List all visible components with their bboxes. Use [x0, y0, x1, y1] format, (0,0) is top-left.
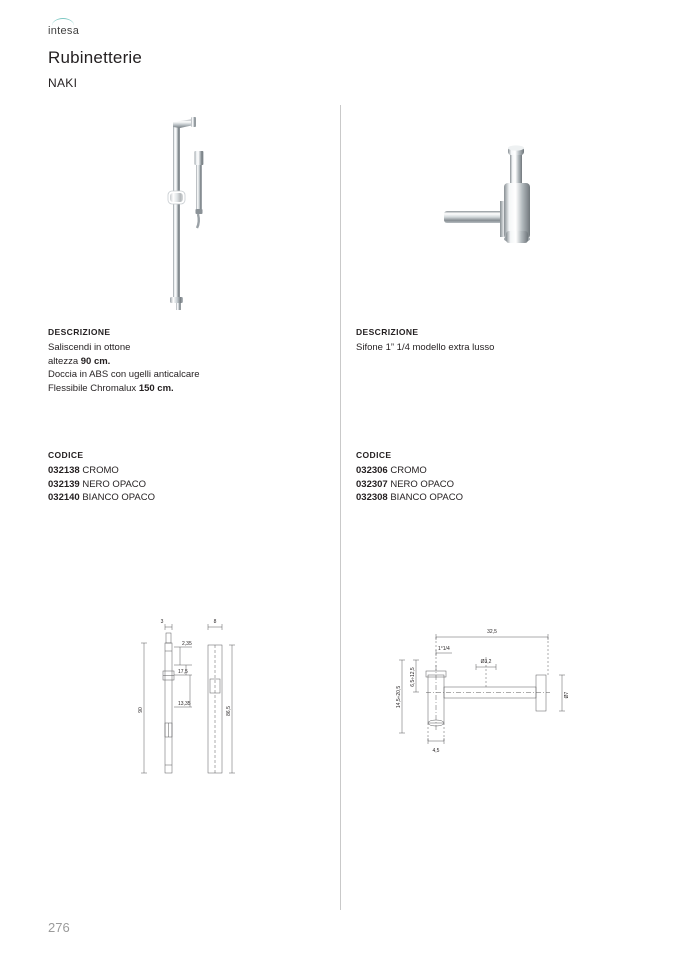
dim-label: 2,35: [182, 641, 192, 647]
dim-label: 17,5: [178, 669, 188, 675]
code-row: 032307 NERO OPACO: [356, 478, 455, 490]
saliscendi-code-block: [48, 450, 155, 505]
code-row: 032138 CROMO: [48, 465, 119, 476]
saliscendi-technical-drawing: [120, 615, 300, 795]
description-line: Sifone 1” 1/4 modello extra lusso: [356, 342, 495, 353]
page-number: 276: [48, 920, 70, 935]
dim-label: 1°1/4: [438, 646, 450, 652]
description-line: Saliscendi in ottone: [48, 342, 131, 353]
code-row: 032140 BIANCO OPACO: [48, 492, 156, 503]
code-row: 032139 NERO OPACO: [48, 478, 147, 490]
description-line: Flessibile Chromalux 150 cm.: [48, 382, 174, 394]
dim-label: 13,35: [178, 701, 191, 707]
sifone-code-block: [356, 450, 463, 505]
dim-label: 90: [138, 707, 144, 713]
saliscendi-description-block: [48, 327, 200, 395]
description-label: DESCRIZIONE: [48, 327, 111, 337]
product-column-sifone: [356, 105, 636, 503]
description-line: altezza 90 cm.: [48, 355, 111, 367]
saliscendi-photo: [48, 105, 328, 320]
dim-label: 86,5: [226, 706, 232, 716]
code-label: CODICE: [356, 450, 392, 460]
dim-label: 3: [160, 619, 164, 625]
dim-label: Ø3,2: [480, 659, 492, 665]
code-row: 032308 BIANCO OPACO: [356, 492, 464, 503]
dim-label: 6,5÷12,5: [410, 667, 416, 687]
dim-label: Ø7: [564, 691, 570, 699]
description-line: Doccia in ABS con ugelli anticalcare: [48, 369, 200, 380]
page-title: Rubinetterie: [48, 48, 143, 67]
page-subtitle: NAKI: [48, 76, 78, 90]
brand-logo-text: intesa: [48, 25, 80, 37]
code-label: CODICE: [48, 450, 84, 460]
sifone-photo: [356, 105, 636, 320]
sifone-technical-drawing: [390, 615, 600, 775]
sifone-description-block: [356, 327, 494, 355]
dim-label: 4,5: [432, 748, 440, 754]
dim-label: 14,5÷20,5: [396, 685, 402, 709]
description-label: DESCRIZIONE: [356, 327, 419, 337]
brand-logo: [48, 18, 96, 38]
dim-label: 32,5: [487, 629, 497, 635]
dim-label: 8: [213, 619, 217, 625]
code-row: 032306 CROMO: [356, 465, 427, 476]
product-column-saliscendi: [48, 105, 328, 503]
column-divider: [340, 105, 341, 910]
